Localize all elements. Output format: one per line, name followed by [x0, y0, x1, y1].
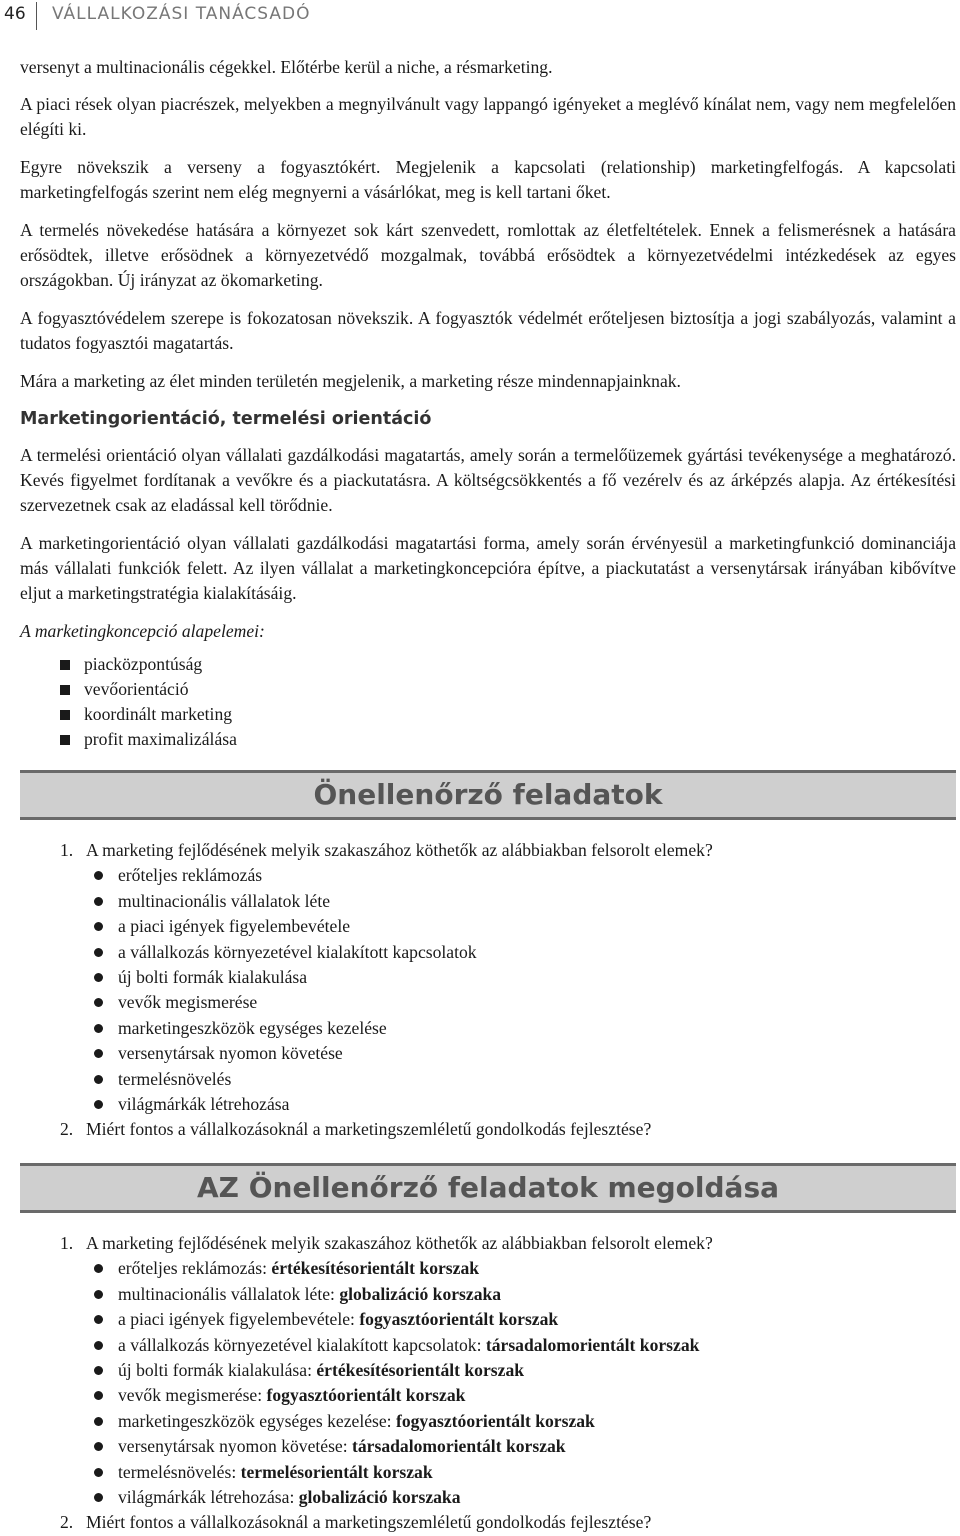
running-title: VÁLLALKOZÁSI TANÁCSADÓ [52, 4, 311, 24]
paragraph: Egyre növekszik a verseny a fogyasztókért. Megjelenik a kapcsolati (relationship) marketingfelfogás. A kapcsolati marketingfelfogás szerint nem elég megnyerni a vásárlókat, meg is kell tartani őket. [20, 157, 956, 202]
dot-bullet-icon [94, 1290, 103, 1299]
answer: globalizáció korszaka [298, 1486, 461, 1507]
list-item: marketingeszközök egységes kezelése [86, 1016, 956, 1041]
square-bullet-icon [60, 685, 70, 695]
question-text: A marketing fejlődésének melyik szakaszához köthetők az alábbiakban felsorolt elemek? [86, 840, 713, 860]
paragraph: A termelés növekedése hatására a környezet sok kárt szenvedett, romlottak az életfeltételek. Ennek a felismerésnek a hatására erősödtek, illetve erősödnek a környezetvédő mozgalmak, továbbá erősödtek a környezetvédelmi intézkedések az egyes országokban. Új irányzat az ökomarketing. [20, 220, 956, 290]
dot-bullet-icon [94, 973, 103, 982]
dot-bullet-icon [94, 897, 103, 906]
question-text: A marketing fejlődésének melyik szakaszához köthetők az alábbiakban felsorolt elemek? [86, 1232, 713, 1253]
answer: társadalomorientált korszak [485, 1334, 700, 1355]
page-header [0, 0, 960, 34]
page-number: 46 [4, 4, 26, 24]
answer: értékesítésorientált korszak [271, 1258, 480, 1279]
dot-bullet-icon [94, 1417, 103, 1426]
dot-bullet-icon [94, 1493, 103, 1502]
page-content [20, 55, 956, 1536]
section-heading: Marketingorientáció, termelési orientáció [20, 409, 432, 429]
list-item: multinacionális vállalatok léte: globalizáció korszaka [86, 1282, 956, 1307]
answer: globalizáció korszaka [339, 1283, 502, 1304]
dot-bullet-icon [94, 1264, 103, 1273]
list-item: marketingeszközök egységes kezelése: fogyasztóorientált korszak [86, 1409, 956, 1434]
list-item: új bolti formák kialakulása: értékesítésorientált korszak [86, 1358, 956, 1383]
dot-bullet-icon [94, 1075, 103, 1084]
list-item: versenytársak nyomon követése: társadalomorientált korszak [86, 1434, 956, 1459]
paragraph: Mára a marketing az élet minden területén megjelenik, a marketing része mindennapjainknak. [20, 371, 681, 391]
exercise-questions [20, 838, 956, 1143]
dot-bullet-icon [94, 1315, 103, 1324]
list-item: a piaci igények figyelembevétele [86, 914, 956, 939]
dot-bullet-icon [94, 1442, 103, 1451]
dot-bullet-icon [94, 1049, 103, 1058]
dot-bullet-icon [94, 1100, 103, 1109]
list-item: piacközpontúság [20, 652, 956, 677]
list-label: A marketingkoncepció alapelemei: [20, 621, 265, 641]
question-1 [20, 838, 956, 1117]
solutions-banner: AZ Önellenőrző feladatok megoldása [20, 1163, 956, 1213]
list-item: multinacionális vállalatok léte [86, 889, 956, 914]
square-bullet-icon [60, 660, 70, 670]
list-item: vevők megismerése [86, 990, 956, 1015]
list-item: a vállalkozás környezetével kialakított kapcsolatok: társadalomorientált korszak [86, 1333, 956, 1358]
list-item: a vállalkozás környezetével kialakított kapcsolatok [86, 940, 956, 965]
question-number: 2. [60, 1119, 74, 1140]
list-item: a piaci igények figyelembevétele: fogyasztóorientált korszak [86, 1307, 956, 1332]
dot-bullet-icon [94, 1468, 103, 1477]
list-item: erőteljes reklámozás: értékesítésorientált korszak [86, 1256, 956, 1281]
dot-bullet-icon [94, 922, 103, 931]
dot-bullet-icon [94, 998, 103, 1007]
list-item: koordinált marketing [20, 702, 956, 727]
question-number: 1. [60, 1232, 74, 1253]
dot-bullet-icon [94, 871, 103, 880]
question-number: 1. [60, 840, 74, 860]
exercises-banner: Önellenőrző feladatok [20, 770, 956, 820]
dot-bullet-icon [94, 1024, 103, 1033]
paragraph: A marketingorientáció olyan vállalati gazdálkodási magatartási forma, amely során érvényesül a marketingfunkció dominanciája más vállalati funkciók felett. Az ilyen vállalat a marketingkoncepcióra építve, a piackutatást a versenytársak irányában kibővítve eljut a marketingstratégia kialakításáig. [20, 533, 956, 603]
paragraph: A termelési orientáció olyan vállalati gazdálkodási magatartás, amely során a termelőüzemek gyártási tevékenysége a meghatározó. Kevés figyelmet fordítanak a vevőkre és a piackutatásra. A költségcsökkentés a fő vezérelv és az árképzés alapja. Az értékesítési szervezetnek csak az eladással kell törődnie. [20, 445, 956, 515]
list-item: versenytársak nyomon követése [86, 1041, 956, 1066]
dot-bullet-icon [94, 948, 103, 957]
list-item: világmárkák létrehozása [86, 1092, 956, 1117]
list-item: erőteljes reklámozás [86, 863, 956, 888]
list-item: profit maximalizálása [20, 727, 956, 752]
paragraph: A piaci rések olyan piacrészek, melyekben a megnyilvánult vagy lappangó igényeket a meglévő kínálat nem, vagy nem megfelelően elégíti ki. [20, 94, 956, 139]
concept-element-list [20, 652, 956, 752]
list-item: vevőorientáció [20, 677, 956, 702]
answer: értékesítésorientált korszak [316, 1359, 525, 1380]
solution-questions [20, 1231, 956, 1536]
list-item: új bolti formák kialakulása [86, 965, 956, 990]
list-item: vevők megismerése: fogyasztóorientált korszak [86, 1383, 956, 1408]
answer: társadalomorientált korszak [352, 1436, 566, 1457]
dot-bullet-icon [94, 1391, 103, 1400]
question-2 [20, 1117, 956, 1142]
dot-bullet-icon [94, 1366, 103, 1375]
paragraph: versenyt a multinacionális cégekkel. Előtérbe kerül a niche, a résmarketing. [20, 57, 553, 77]
square-bullet-icon [60, 710, 70, 720]
answer: fogyasztóorientált korszak [395, 1410, 595, 1431]
exercise-item-list [86, 863, 956, 1117]
solution-item-list [86, 1256, 956, 1510]
list-item: termelésnövelés: termelésorientált korszak [86, 1460, 956, 1485]
list-item: termelésnövelés [86, 1067, 956, 1092]
question-1 [20, 1231, 956, 1510]
answer: fogyasztóorientált korszak [359, 1309, 559, 1330]
question-number: 2. [60, 1512, 74, 1533]
question-text: Miért fontos a vállalkozásoknál a marketingszemléletű gondolkodás fejlesztése? [86, 1119, 652, 1140]
paragraph: A fogyasztóvédelem szerepe is fokozatosan növekszik. A fogyasztók védelmét erőteljesen biztosítja a jogi szabályozás, valamint a tudatos fogyasztói magatartás. [20, 308, 956, 353]
square-bullet-icon [60, 735, 70, 745]
answer: termelésorientált korszak [240, 1461, 433, 1482]
header-divider [36, 2, 37, 30]
answer: fogyasztóorientált korszak [266, 1385, 466, 1406]
list-item: világmárkák létrehozása: globalizáció korszaka [86, 1485, 956, 1510]
question-text: Miért fontos a vállalkozásoknál a marketingszemléletű gondolkodás fejlesztése? [86, 1512, 652, 1533]
dot-bullet-icon [94, 1341, 103, 1350]
